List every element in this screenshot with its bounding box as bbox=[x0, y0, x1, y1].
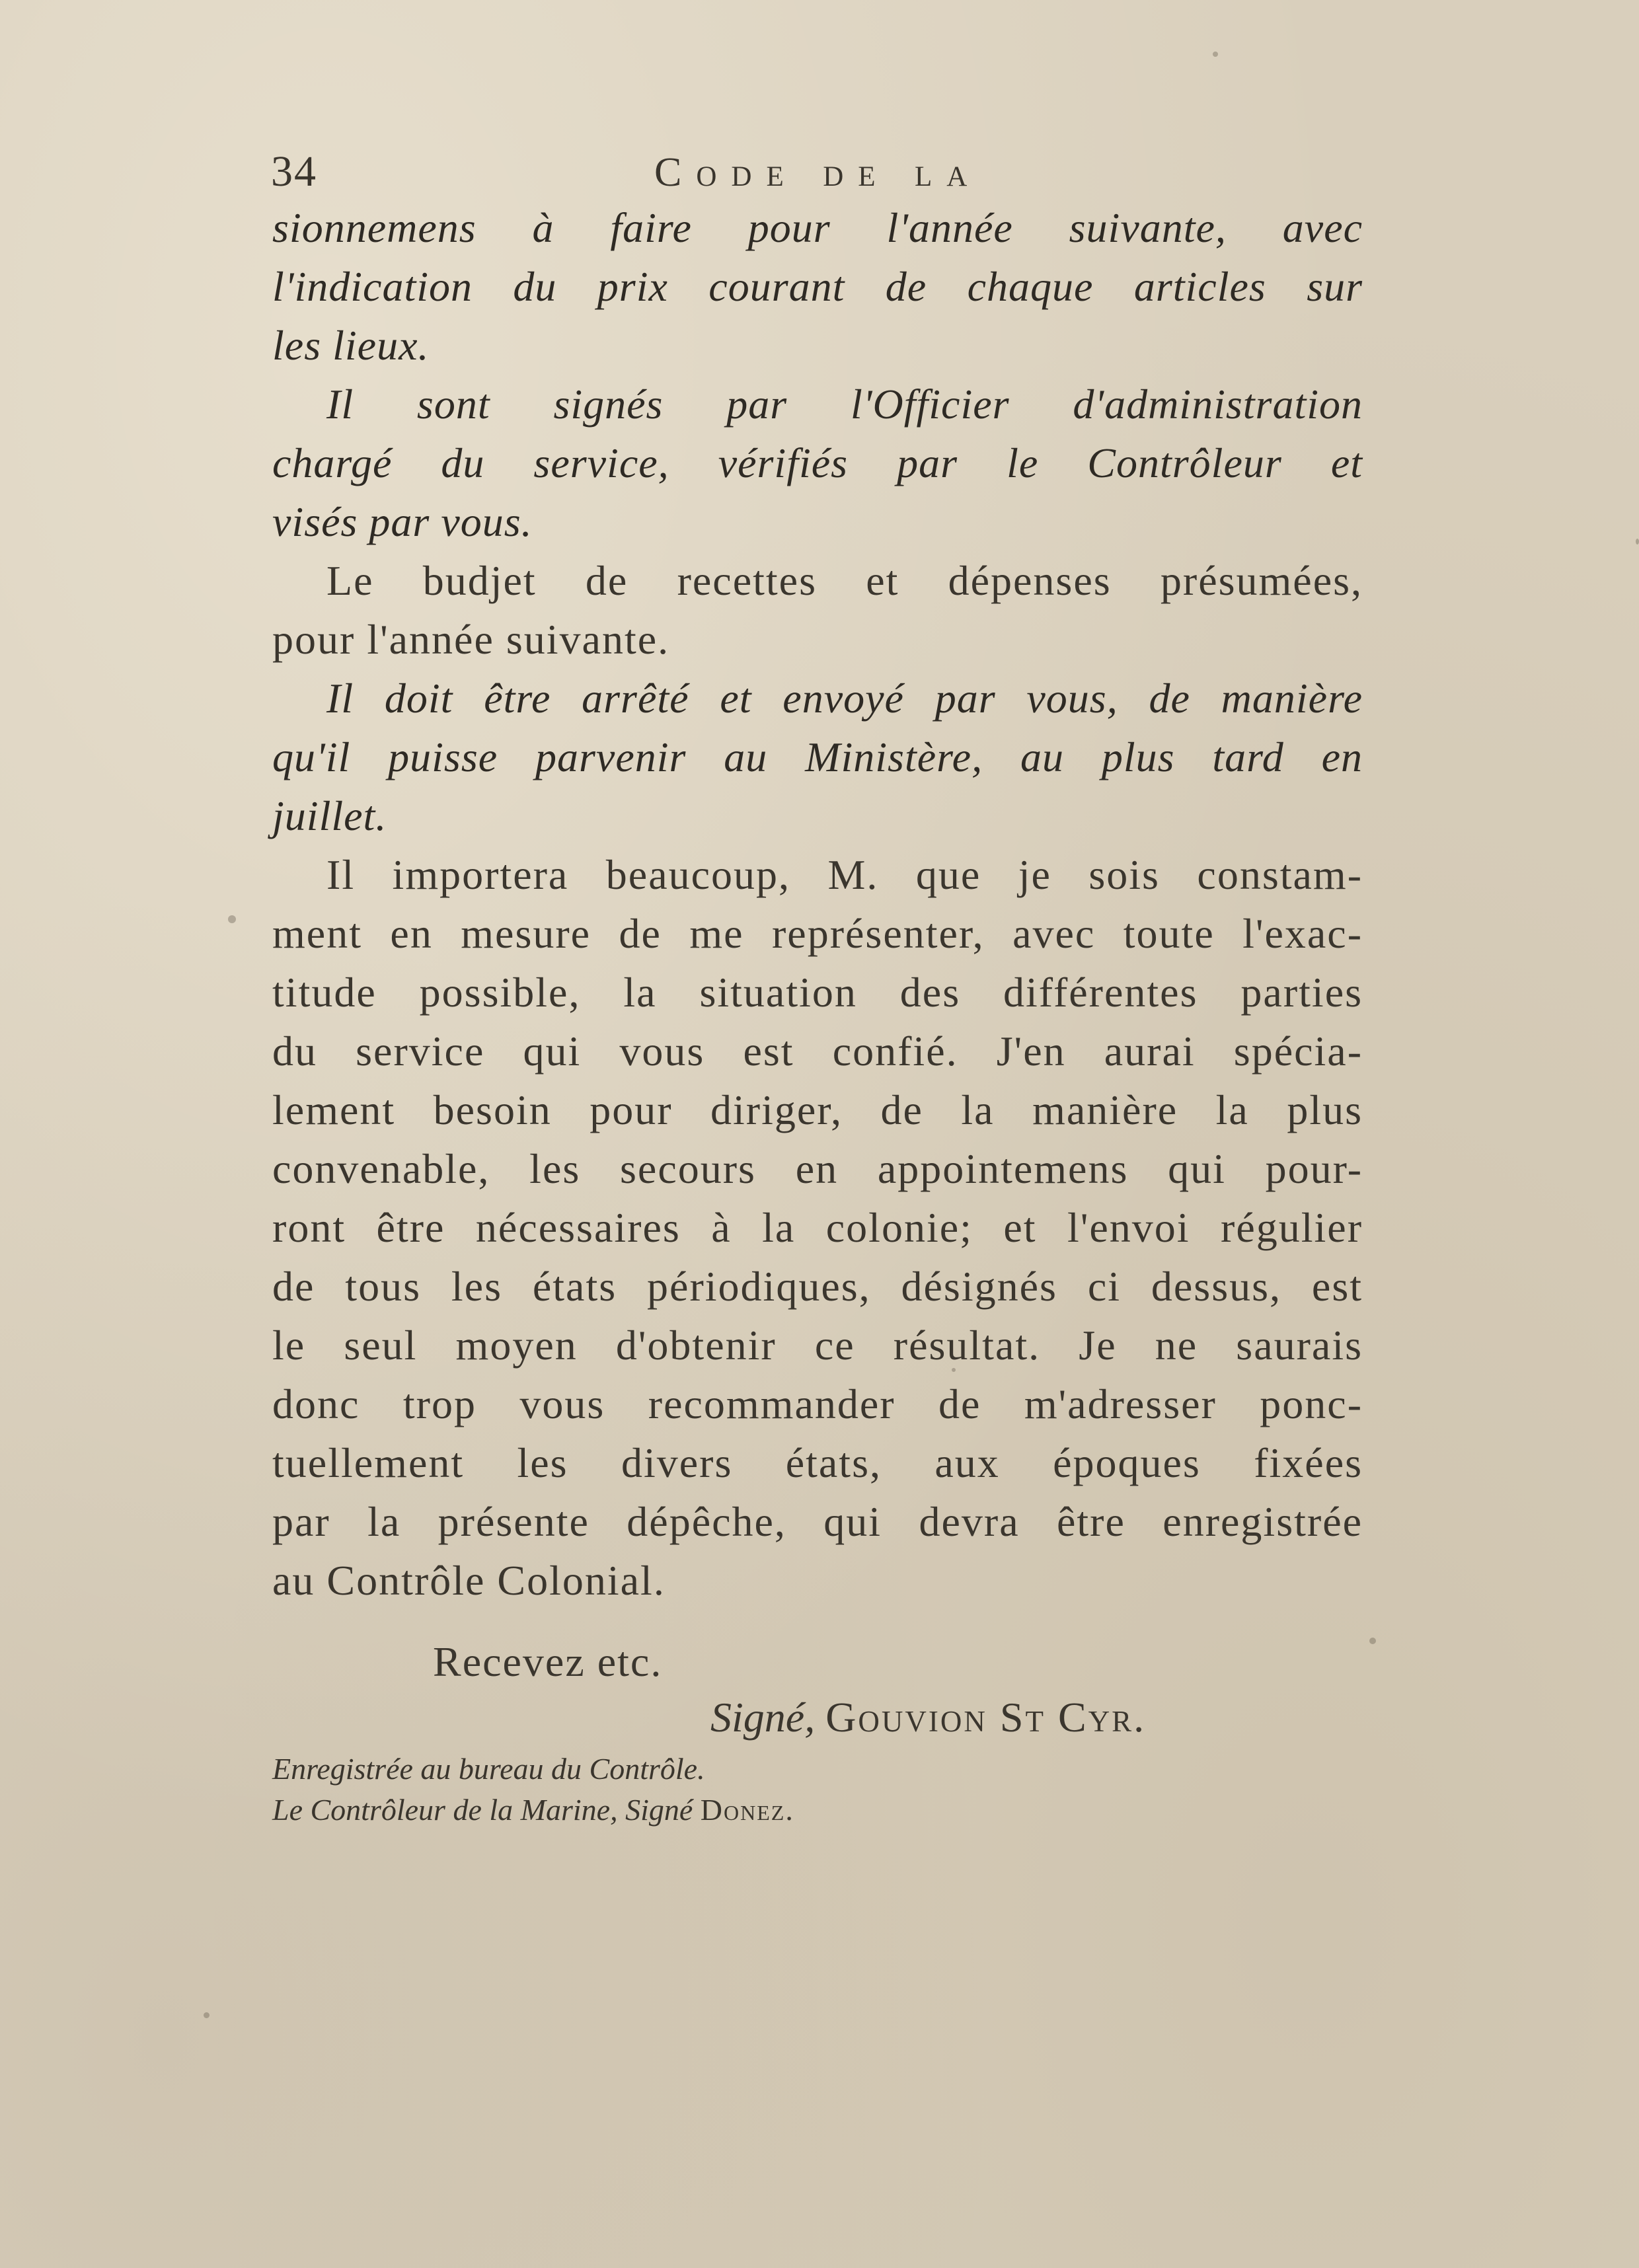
text-line: sionnemens à faire pour l'année suivante, avec bbox=[272, 204, 1363, 251]
text-line: lement besoin pour diriger, de la manière la plus bbox=[272, 1086, 1363, 1133]
text-line: tuellement les divers états, aux époques fixées bbox=[272, 1439, 1363, 1486]
registration-note: Enregistrée au bureau du Contrôle. bbox=[272, 1752, 705, 1786]
paper-speck bbox=[204, 2012, 210, 2018]
paper-speck bbox=[1369, 1638, 1376, 1644]
text-line: au Contrôle Colonial. bbox=[272, 1557, 666, 1604]
text-line: du service qui vous est confié. J'en aurai spécia- bbox=[272, 1028, 1363, 1075]
text-line: ment en mesure de me représenter, avec toute l'exac- bbox=[272, 910, 1363, 957]
paper-speck bbox=[1636, 539, 1639, 545]
text-line: visés par vous. bbox=[272, 498, 533, 545]
signed-label: Signé, bbox=[710, 1694, 816, 1741]
text-line: donc trop vous recommander de m'adresser ponc- bbox=[272, 1380, 1363, 1427]
text-line: par la présente dépêche, qui devra être enregistrée bbox=[272, 1498, 1363, 1545]
body-text bbox=[272, 198, 1363, 1610]
controller-signed: Le Contrôleur de la Marine, Signé bbox=[272, 1793, 693, 1827]
text-line: de tous les états périodiques, désignés ci dessus, est bbox=[272, 1263, 1363, 1310]
text-line: Il doit être arrêté et envoyé par vous, de manière bbox=[326, 675, 1363, 722]
controller-note bbox=[272, 1792, 794, 1827]
paper-speck bbox=[952, 1368, 956, 1372]
page-number: 34 bbox=[271, 147, 317, 196]
text-line: Il importera beaucoup, M. que je sois constam- bbox=[326, 851, 1363, 898]
text-line: les lieux. bbox=[272, 322, 430, 369]
text-line: Il sont signés par l'Officier d'administration bbox=[326, 381, 1363, 428]
signature bbox=[710, 1693, 1146, 1742]
text-line: chargé du service, vérifiés par le Contrôleur et bbox=[272, 439, 1363, 486]
running-title: Code de la bbox=[654, 150, 982, 195]
signatory-name: Gouvion St Cyr. bbox=[825, 1694, 1147, 1741]
text-line: juillet. bbox=[272, 792, 387, 839]
text-line: l'indication du prix courant de chaque articles sur bbox=[272, 263, 1363, 310]
paper-speck bbox=[228, 915, 236, 923]
paper-speck bbox=[1213, 52, 1218, 57]
page-header bbox=[271, 147, 1381, 200]
text-line: qu'il puisse parvenir au Ministère, au plus tard en bbox=[272, 734, 1363, 780]
text-line: convenable, les secours en appointemens qui pour- bbox=[272, 1145, 1363, 1192]
text-line: Le budjet de recettes et dépenses présumées, bbox=[326, 557, 1363, 604]
text-line: le seul moyen d'obtenir ce résultat. Je ne saurais bbox=[272, 1322, 1363, 1369]
text-line: pour l'année suivante. bbox=[272, 616, 670, 663]
text-line: ront être nécessaires à la colonie; et l'envoi régulier bbox=[272, 1204, 1363, 1251]
text-line: titude possible, la situation des différentes parties bbox=[272, 969, 1363, 1016]
closing-formula: Recevez etc. bbox=[433, 1638, 663, 1685]
controller-name: Donez. bbox=[700, 1793, 794, 1827]
